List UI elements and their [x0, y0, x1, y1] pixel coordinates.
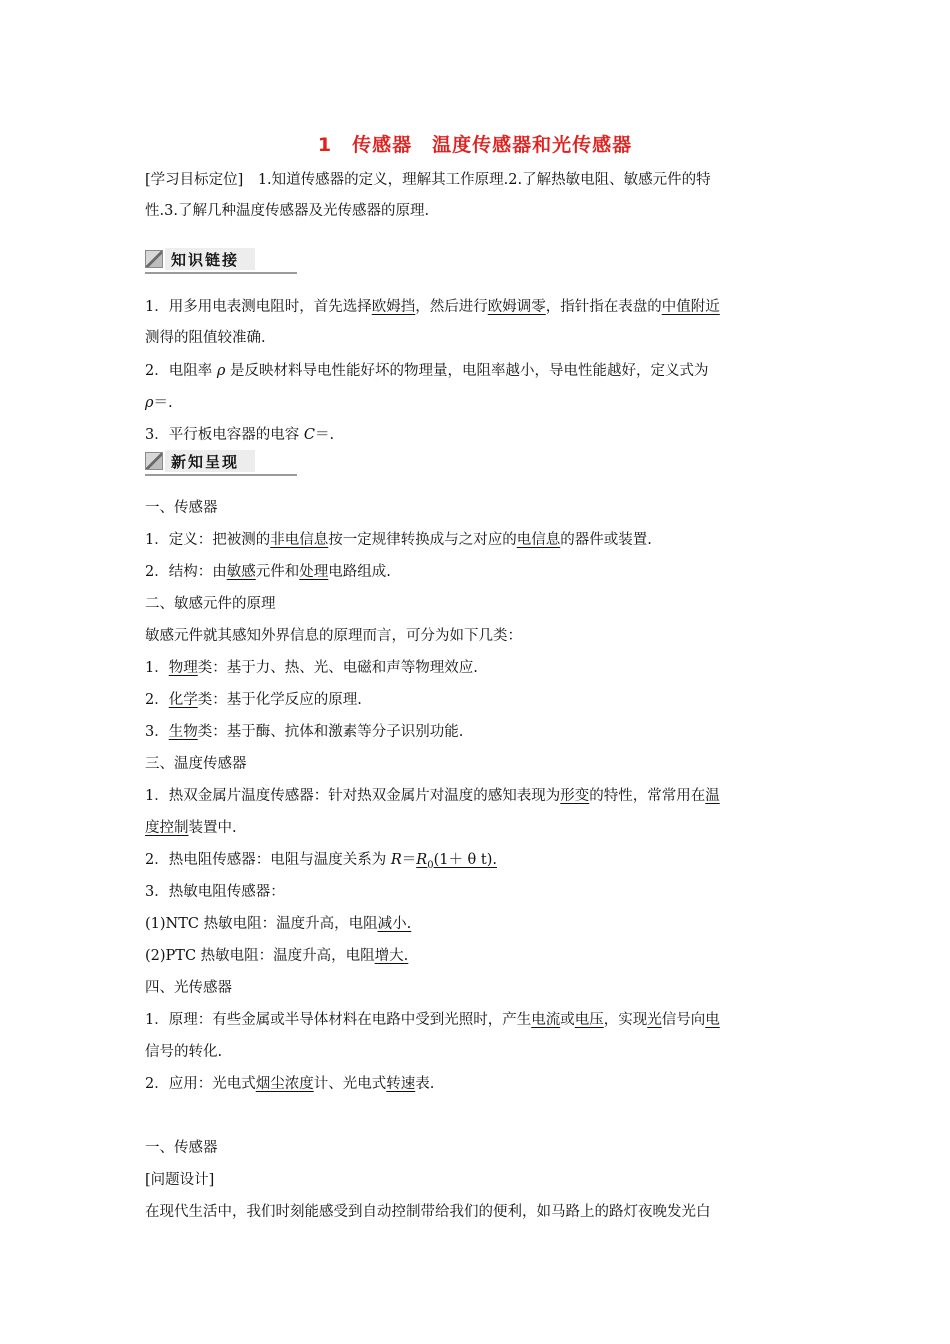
category-physical: 1．物理类：基于力、热、光、电磁和声等物理效应. — [145, 660, 478, 676]
answer-blank: 欧姆挡 — [371, 299, 416, 315]
knowledge-item-1: 1．用多用电表测电阻时，首先选择欧姆挡，然后进行欧姆调零，指针指在表盘的中值附近 — [145, 299, 720, 315]
temp-item-3: 3．热敏电阻传感器： — [145, 884, 285, 900]
structure-line: 2．结构：由敏感元件和处理电路组成. — [145, 564, 391, 580]
definition-line: 1．定义：把被测的非电信息按一定规律转换成与之对应的电信息的器件或装置. — [145, 532, 652, 548]
ptc-line: (2)PTC 热敏电阻：温度升高，电阻增大. — [145, 948, 409, 964]
knowledge-item-2: 2．电阻率 ρ 是反映材料导电性能好坏的物理量，电阻率越小，导电性能越好，定义式为 — [145, 363, 709, 379]
section-header-knowledge-link — [145, 248, 297, 274]
answer-blank: 欧姆调零 — [487, 299, 546, 315]
paragraph: 敏感元件就其感知外界信息的原理而言，可分为如下几类： — [145, 628, 522, 644]
page-title: 1 传感器 温度传感器和光传感器 — [317, 134, 633, 156]
problem-design-label: [问题设计] — [145, 1172, 215, 1188]
learning-goals-line-2: 性.3.了解几种温度传感器及光传感器的原理. — [145, 203, 430, 219]
category-biological: 3．生物类：基于酶、抗体和激素等分子识别功能. — [145, 724, 464, 740]
section-marker-icon — [145, 250, 163, 268]
heading-sensor-2: 一、传感器 — [145, 1140, 218, 1156]
section-title: 新知呈现 — [171, 453, 240, 471]
answer-blank: 中值附近 — [661, 299, 720, 315]
temp-item-2: 2．热电阻传感器：电阻与温度关系为 $R=R_0(1+ \theta$ t). — [145, 852, 497, 871]
section-header-new-knowledge — [145, 450, 297, 476]
temp-item-1-cont: 度控制装置中. — [145, 820, 237, 836]
light-principle-line: 1．原理：有些金属或半导体材料在电路中受到光照时，产生电流或电压，实现光信号向电 — [145, 1012, 720, 1028]
heading-sensitive-element: 二、敏感元件的原理 — [145, 596, 276, 612]
ntc-line: (1)NTC 热敏电阻：温度升高，电阻减小. — [145, 916, 412, 932]
learning-goals-line-1: [学习目标定位] 1.知道传感器的定义，理解其工作原理.2.了解热敏电阻、敏感元件的特 — [145, 172, 711, 188]
heading-light-sensor: 四、光传感器 — [145, 980, 232, 996]
heading-sensor: 一、传感器 — [145, 500, 218, 516]
knowledge-item-2-cont: ρ＝. — [145, 395, 173, 411]
category-chemical: 2．化学类：基于化学反应的原理. — [145, 692, 362, 708]
heading-temperature-sensor: 三、温度传感器 — [145, 756, 247, 772]
temp-item-1: 1．热双金属片温度传感器：针对热双金属片对温度的感知表现为形变的特性，常常用在温 — [145, 788, 720, 804]
section-title: 知识链接 — [171, 251, 240, 269]
knowledge-item-3: 3．平行板电容器的电容 C＝. — [145, 427, 335, 443]
knowledge-item-1-cont: 测得的阻值较准确. — [145, 330, 266, 346]
light-principle-cont: 信号的转化. — [145, 1044, 223, 1060]
section-marker-icon — [145, 452, 163, 470]
light-application-line: 2．应用：光电式烟尘浓度计、光电式转速表. — [145, 1076, 435, 1092]
problem-paragraph: 在现代生活中，我们时刻能感受到自动控制带给我们的便利，如马路上的路灯夜晚发光白 — [145, 1204, 711, 1220]
